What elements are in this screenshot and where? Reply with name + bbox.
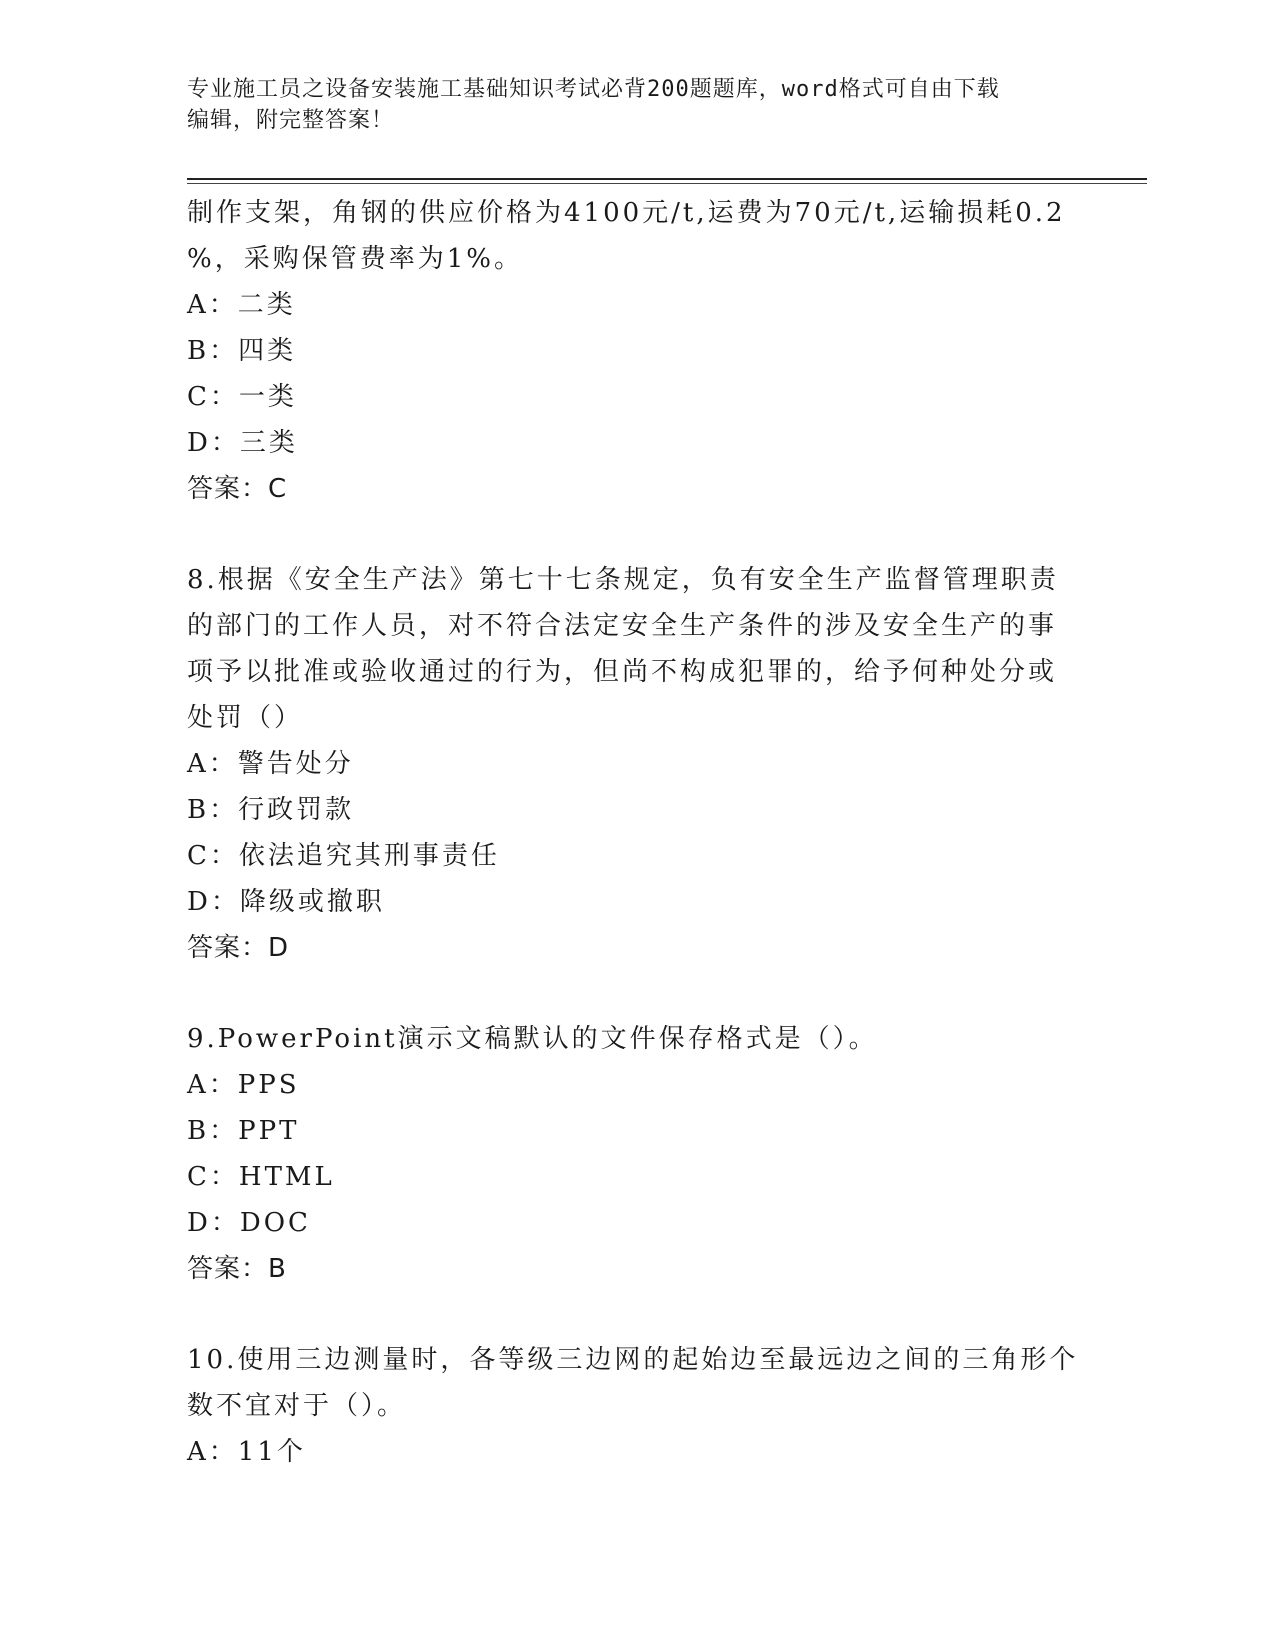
option-d: D：三类 xyxy=(187,428,298,458)
question-7 xyxy=(187,190,1087,512)
question-text: %，采购保管费率为1%。 xyxy=(187,244,523,274)
question-8 xyxy=(187,557,1087,971)
spacer xyxy=(187,512,1087,557)
option-a: A：警告处分 xyxy=(187,749,354,779)
question-10 xyxy=(187,1337,1087,1475)
question-text: 数不宜对于（）。 xyxy=(187,1391,407,1421)
question-text: 制作支架，角钢的供应价格为4100元/t,运费为70元/t,运输损耗0.2 xyxy=(187,198,1066,228)
question-9 xyxy=(187,1016,1087,1292)
option-b: B：四类 xyxy=(187,336,297,366)
option-c: C：一类 xyxy=(187,382,297,412)
header-divider-thin xyxy=(187,183,1147,184)
option-c: C：依法追究其刑事责任 xyxy=(187,841,500,871)
spacer xyxy=(187,1292,1087,1337)
spacer xyxy=(187,971,1087,1016)
option-d: D：DOC xyxy=(187,1208,311,1238)
answer-line: 答案：D xyxy=(187,933,290,963)
option-a: A：PPS xyxy=(187,1070,300,1100)
header-title-line-2: 编辑，附完整答案！ xyxy=(187,108,395,133)
answer-line: 答案：C xyxy=(187,474,288,504)
question-text: 9.PowerPoint演示文稿默认的文件保存格式是（）。 xyxy=(187,1024,878,1054)
question-text: 8.根据《安全生产法》第七十七条规定，负有安全生产监督管理职责 xyxy=(187,565,1059,595)
question-list xyxy=(187,190,1087,1475)
question-text: 10.使用三边测量时，各等级三边网的起始边至最远边之间的三角形个 xyxy=(187,1345,1079,1375)
document-header xyxy=(187,74,1087,136)
header-title-line-1: 专业施工员之设备安装施工基础知识考试必背200题题库，word格式可自由下载 xyxy=(187,77,1000,102)
option-c: C：HTML xyxy=(187,1162,335,1192)
option-a: A：11个 xyxy=(187,1437,306,1467)
header-divider-thick xyxy=(187,178,1147,180)
question-text: 项予以批准或验收通过的行为，但尚不构成犯罪的，给予何种处分或 xyxy=(187,657,1058,687)
option-a: A：二类 xyxy=(187,290,296,320)
option-d: D：降级或撤职 xyxy=(187,887,385,917)
question-text: 处罚（） xyxy=(187,703,304,733)
question-text: 的部门的工作人员，对不符合法定安全生产条件的涉及安全生产的事 xyxy=(187,611,1058,641)
option-b: B：PPT xyxy=(187,1116,300,1146)
option-b: B：行政罚款 xyxy=(187,795,355,825)
answer-line: 答案：B xyxy=(187,1254,287,1284)
